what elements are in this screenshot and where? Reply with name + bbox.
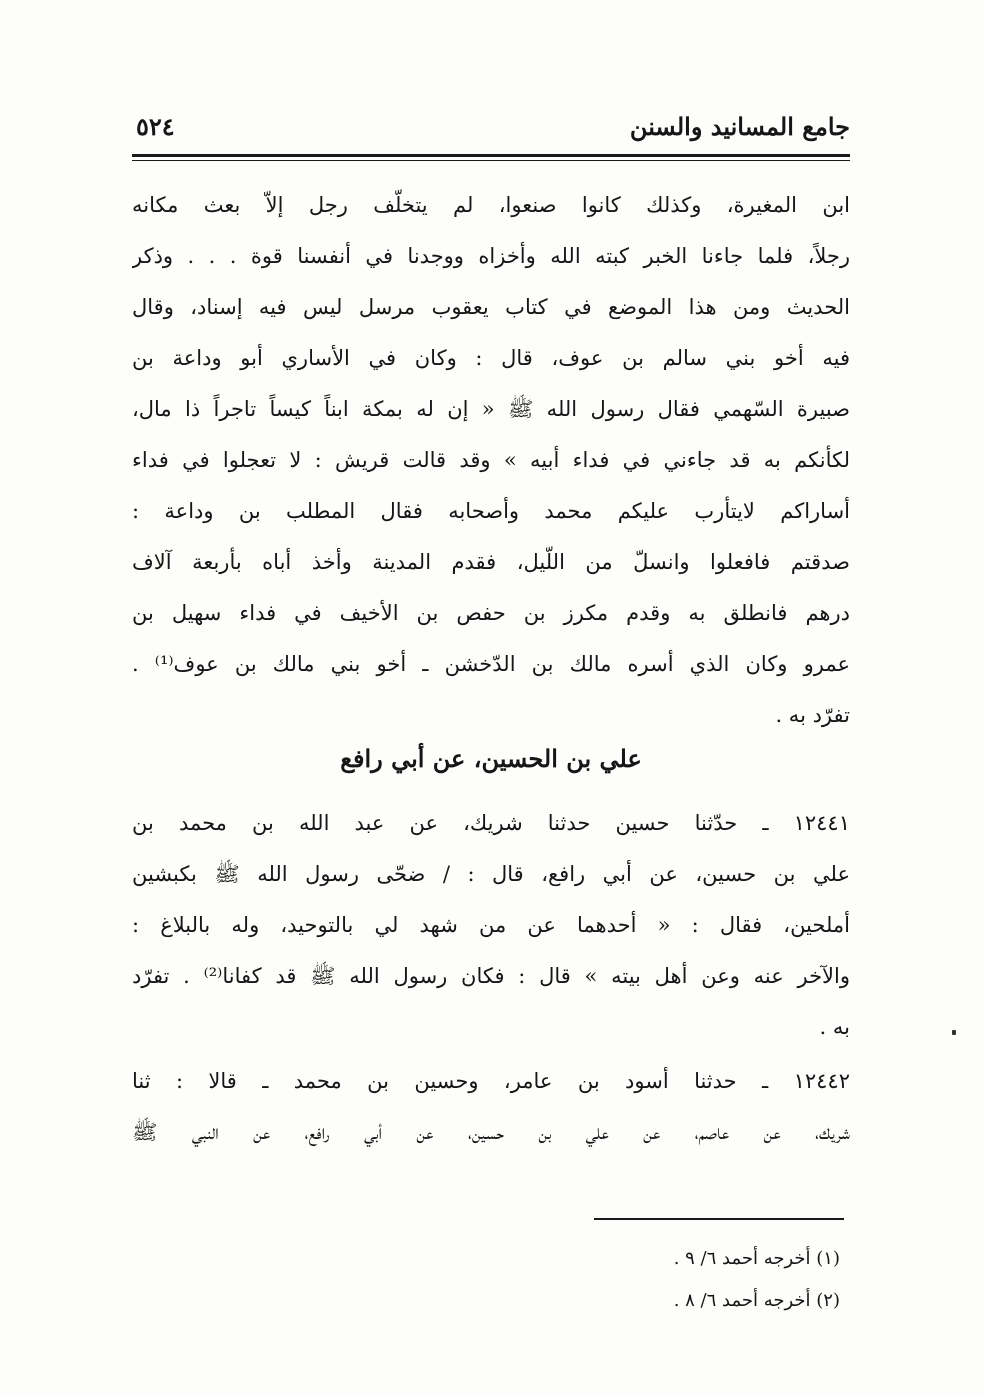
header-rule-thin [132, 160, 850, 161]
text-line: ١٢٤٤١ ـ حدّثنا حسين حدثنا شريك، عن عبد الله بن محمد بن [132, 811, 850, 835]
text-line: فيه أخو بني سالم بن عوف، قال : وكان في الأساري أبو وداعة بن [132, 346, 850, 370]
section-heading: علي بن الحسين، عن أبي رافع [340, 744, 642, 773]
text-line: والآخر عنه وعن أهل بيته » قال : فكان رسول الله ﷺ قد كفانا⁽²⁾ . تفرّد [132, 964, 850, 988]
scan-speck [952, 1030, 956, 1035]
text-line: أملحين، فقال : « أحدهما عن من شهد لي بالتوحيد، وله بالبلاغ : [132, 913, 850, 937]
text-line: الحديث ومن هذا الموضع في كتاب يعقوب مرسل ليس فيه إسناد، وقال [132, 295, 850, 319]
page [132, 108, 850, 1338]
text-line: شريك، عن عاصم، عن علي بن حسين، عن أبي رافع، عن النبي ﷺ [132, 1120, 850, 1144]
hadith-12441 [132, 798, 850, 1053]
body-paragraph [132, 180, 850, 741]
text-line: تفرّد به . [775, 703, 850, 727]
footnote-2: (٢) أخرجه أحمد ٦/ ٨ . [673, 1290, 840, 1311]
text-line: صبيرة السّهمي فقال رسول الله ﷺ « إن له بمكة ابناً كيساً تاجراً ذا مال، [132, 397, 850, 421]
footnote-1: (١) أخرجه أحمد ٦/ ٩ . [673, 1248, 840, 1269]
text-line: درهم فانطلق به وقدم مكرز بن حفص بن الأخيف في فداء سهيل بن [132, 601, 850, 625]
book-title: جامع المسانيد والسنن [629, 112, 850, 141]
text-line: عمرو وكان الذي أسره مالك بن الدّخشن ـ أخو بني مالك بن عوف⁽¹⁾ . [132, 652, 850, 676]
text-line: علي بن حسين، عن أبي رافع، قال : / ضحّى رسول الله ﷺ بكبشين [132, 862, 850, 886]
footnote-rule [594, 1218, 844, 1220]
text-line: لكأنكم به قد جاءني في فداء أبيه » وقد قالت قريش : لا تعجلوا في فداء [132, 448, 850, 472]
page-header [132, 108, 850, 152]
hadith-12442 [132, 1056, 850, 1158]
header-rule [132, 154, 850, 157]
page-number: ٥٢٤ [136, 112, 175, 141]
text-line: أساراكم لايتأرب عليكم محمد وأصحابه فقال المطلب بن وداعة : [132, 499, 850, 523]
text-line: رجلاً، فلما جاءنا الخبر كبته الله وأخزاه ووجدنا في أنفسنا قوة . . . وذكر [132, 244, 850, 268]
text-line: به . [819, 1015, 850, 1039]
text-line: صدقتم فافعلوا وانسلّ من اللّيل، فقدم المدينة وأخذ أباه بأربعة آلاف [132, 550, 850, 574]
text-line: ١٢٤٤٢ ـ حدثنا أسود بن عامر، وحسين بن محمد ـ قالا : ثنا [132, 1069, 850, 1093]
text-line: ابن المغيرة، وكذلك كانوا صنعوا، لم يتخلّف رجل إلاّ بعث مكانه [132, 193, 850, 217]
